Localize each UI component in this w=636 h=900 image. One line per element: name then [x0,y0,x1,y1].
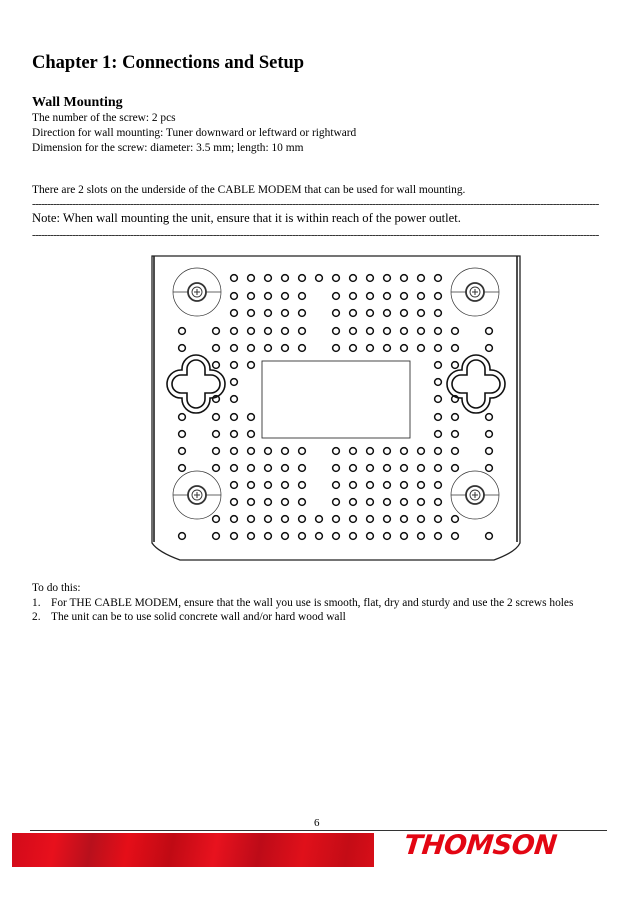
spec-line-dimension: Dimension for the screw: diameter: 3.5 mm; length: 10 mm [32,142,304,154]
spec-line-direction: Direction for wall mounting: Tuner downward or leftward or rightward [32,127,357,139]
slots-text: There are 2 slots on the underside of the CABLE MODEM that can be used for wall mounting. [32,184,466,196]
list-item [32,596,607,610]
chapter-title: Chapter 1: Connections and Setup [32,53,305,73]
thomson-logo: THOMSON [402,830,558,861]
section-title: Wall Mounting [32,95,123,110]
label-area [262,361,410,438]
list-item-number: 2. [32,611,41,623]
list-item [32,610,607,624]
dash-separator-bottom: ----------------------------------------------------------------------------------------------------------------------------------------------------------------------------------------- [32,231,599,239]
instructions-list [32,596,607,624]
note-text: Note: When wall mounting the unit, ensure that it is within reach of the power outlet. [32,211,461,225]
footer-red-banner [12,833,374,867]
list-item-text: The unit can be to use solid concrete wall and/or hard wood wall [51,611,346,623]
dash-separator-top: ----------------------------------------------------------------------------------------------------------------------------------------------------------------------------------------- [32,200,599,208]
instructions-intro: To do this: [32,582,81,594]
list-item-text: For THE CABLE MODEM, ensure that the wall you use is smooth, flat, dry and sturdy and use the 2 screws holes [51,597,574,609]
spec-line-screw-count: The number of the screw: 2 pcs [32,112,176,124]
page-number: 6 [314,817,320,829]
list-item-number: 1. [32,597,41,609]
